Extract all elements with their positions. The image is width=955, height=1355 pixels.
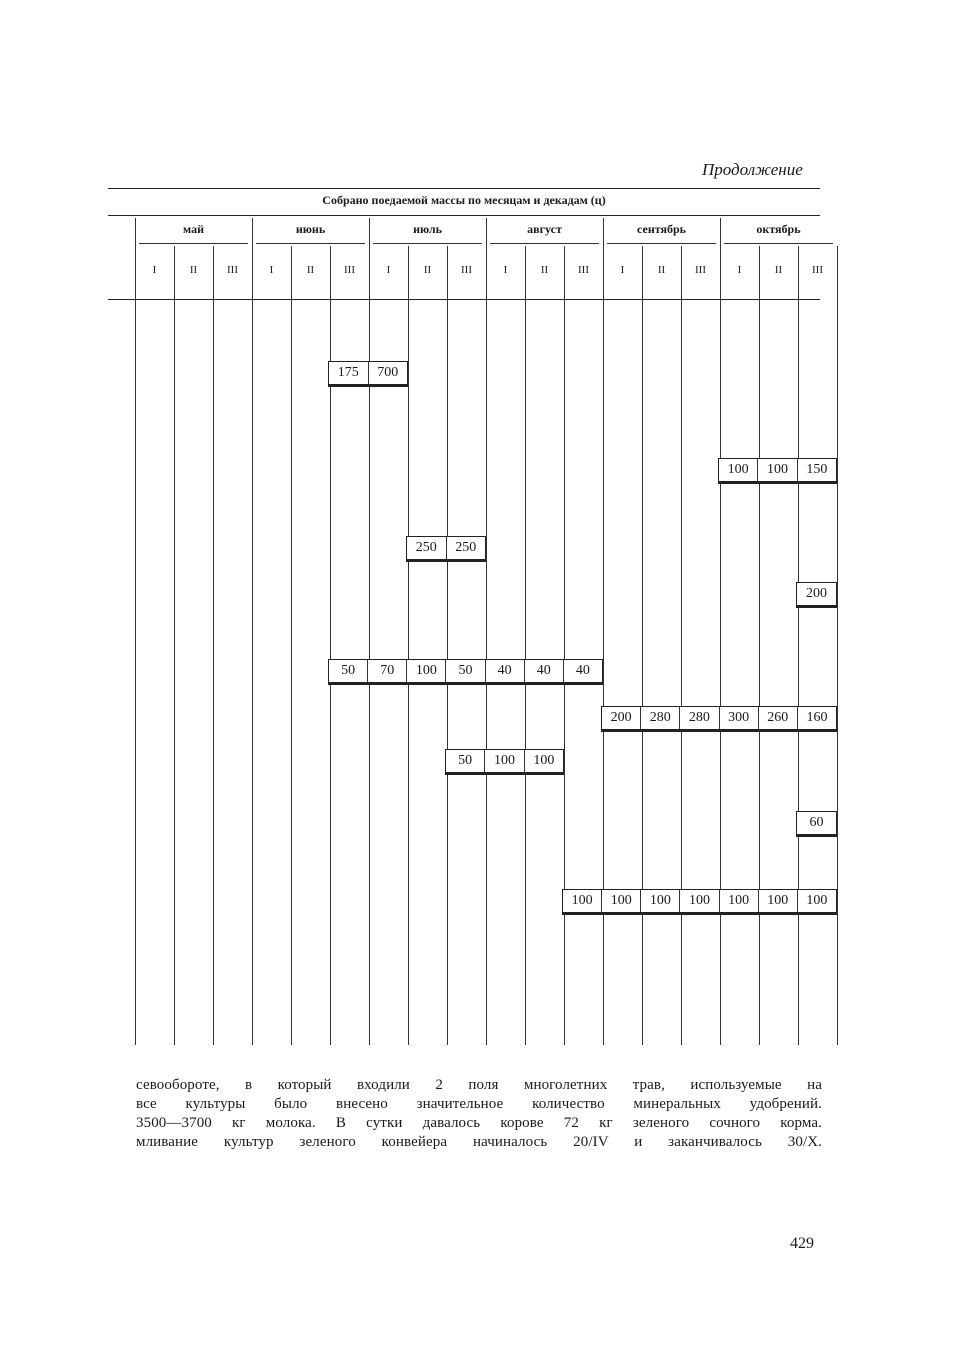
value-row [718,458,837,484]
table-cell: 100 [797,890,836,912]
table-cell: 100 [524,750,563,772]
table-cell: 260 [758,707,797,729]
table-cell: 40 [563,660,602,682]
paragraph-line: севообороте, в который входили 2 поля многолетних трав, используемые на [136,1077,822,1093]
month-header: сентябрь [637,222,686,236]
value-row [796,582,837,608]
decade-divider [642,246,643,1045]
paragraph-line: мливание культур зеленого конвейера начиналось 20/IV и заканчивалось 30/X. [136,1134,822,1150]
table-cell: 50 [458,753,473,768]
decade-header: III [578,264,589,276]
decade-divider [408,246,409,1045]
header-bottom-rule [108,299,820,300]
decade-divider [681,246,682,1045]
decade-header: I [152,264,157,276]
decade-header: II [423,264,432,276]
month-divider [603,218,604,1045]
decade-divider [798,246,799,1045]
value-row [445,749,564,775]
table-cell: 250 [415,540,437,555]
paragraph-line: все культуры было внесено значительное количество минеральных удобрений. [136,1096,822,1112]
month-divider [837,246,838,1045]
decade-divider [759,246,760,1045]
value-row [328,361,408,387]
decade-header: II [189,264,198,276]
table-caption: Собрано поедаемой массы по месяцам и декадам (ц) [322,193,606,207]
table-cell: 100 [727,462,749,477]
month-header: июль [413,222,442,236]
table-cell: 100 [406,660,445,682]
table-cell: 200 [610,710,632,725]
table-cell: 100 [758,890,797,912]
month-header: октябрь [756,222,801,236]
month-rule [490,243,599,244]
month-rule [607,243,716,244]
month-rule [724,243,833,244]
decade-header: I [269,264,274,276]
table-cell: 50 [341,663,356,678]
table-cell: 100 [484,750,523,772]
decade-header: III [695,264,706,276]
table-cell: 40 [524,660,563,682]
decade-header: III [461,264,472,276]
table-cell: 70 [367,660,406,682]
table-top-rule [108,188,820,189]
month-divider [135,218,136,1045]
table-cell: 60 [809,815,824,830]
table-cell: 150 [797,459,836,481]
value-row [406,536,486,562]
table-cell: 100 [601,890,640,912]
decade-header: III [344,264,355,276]
table-cell: 50 [445,660,484,682]
month-rule [256,243,365,244]
value-row [562,889,837,915]
decade-header: II [657,264,666,276]
decade-divider [213,246,214,1045]
decade-header: II [540,264,549,276]
table-cell: 160 [797,707,836,729]
value-row [328,659,603,685]
month-rule [139,243,248,244]
decade-header: II [774,264,783,276]
table-cell: 280 [640,707,679,729]
month-divider [369,218,370,1045]
month-divider [252,218,253,1045]
page-number: 429 [790,1235,814,1252]
decade-header: I [386,264,391,276]
decade-divider [564,246,565,1045]
decade-header: I [737,264,742,276]
decade-divider [291,246,292,1045]
decade-header: I [620,264,625,276]
body-paragraph [136,1076,822,1152]
decade-header: II [306,264,315,276]
value-row [601,706,837,732]
decade-divider [525,246,526,1045]
month-header: май [182,222,204,236]
decade-divider [447,246,448,1045]
table-cell: 100 [719,890,758,912]
table-cell: 40 [485,660,524,682]
table-cell: 280 [679,707,718,729]
month-divider [486,218,487,1045]
table-cell: 100 [679,890,718,912]
table-cell: 250 [446,537,486,559]
month-header: июнь [295,222,326,236]
table-cell: 700 [368,362,408,384]
continued-label: Продолжение [702,160,803,179]
month-divider [720,218,721,1045]
table-cell: 300 [719,707,758,729]
value-row [796,811,837,837]
table-cell: 100 [571,893,593,908]
decade-header: I [503,264,508,276]
table-cell: 200 [806,586,827,601]
decade-header: III [227,264,238,276]
decade-divider [174,246,175,1045]
month-header: август [527,222,562,236]
paragraph-line: 3500—3700 кг молока. В сутки давалось корове 72 кг зеленого сочного корма. [136,1115,822,1131]
month-rule [373,243,482,244]
table-cell: 175 [337,365,359,380]
caption-rule [108,215,820,216]
table-cell: 100 [640,890,679,912]
table-cell: 100 [757,459,796,481]
decade-header: III [812,264,823,276]
